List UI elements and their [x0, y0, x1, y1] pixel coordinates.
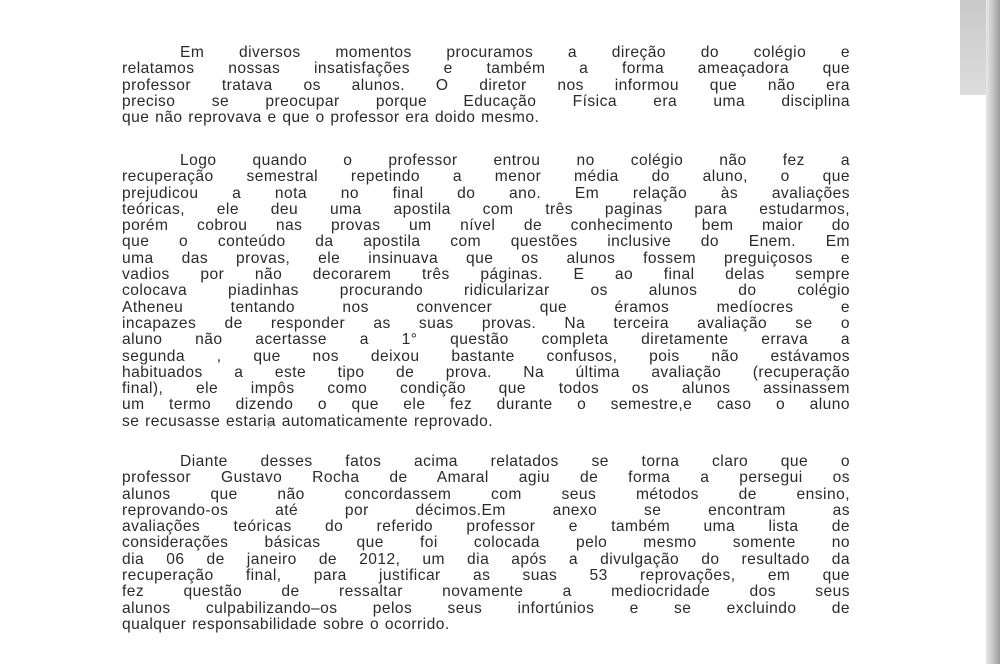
text-line: reprovando-os até por décimos.Em anexo se encontram as — [122, 501, 850, 519]
text-line: fez questão de ressaltar novamente a mediocridade dos seus — [122, 583, 850, 601]
text-line: porém cobrou nas provas um nível de conhecimento bem maior do — [122, 217, 850, 235]
paragraph-3 — [122, 454, 850, 633]
text-line: um termo dizendo o que ele fez durante o semestre,e caso o aluno — [122, 396, 850, 414]
text-line: segunda , que nos deixou bastante confusos, pois não estávamos — [122, 347, 850, 365]
text-line: Logo quando o professor entrou no colégio não fez a — [180, 152, 850, 169]
text-line: alunos culpabilizando–os pelos seus infortúnios e se excluindo de — [122, 599, 850, 617]
text-line: professor Gustavo Rocha de Amaral agiu de forma a persegui os — [122, 469, 850, 487]
text-line: recuperação semestral repetindo a menor média do aluno, o que — [122, 168, 850, 186]
text-line: avaliações teóricas do referido professor e também uma lista de — [122, 518, 850, 536]
text-line: que não reprovava e que o professor era doido mesmo. — [122, 109, 540, 127]
text-line: incapazes de responder as suas provas. Na terceira avaliação se o — [122, 314, 850, 332]
text-line: recuperação final, para justificar as suas 53 reprovações, em que — [122, 567, 850, 585]
text-line: teóricas, ele deu uma apostila com três paginas para estudarmos, — [122, 200, 850, 218]
text-line: final), ele impôs como condição que todos os alunos assinassem — [122, 380, 850, 398]
text-line: colocava piadinhas procurando ridicularizar os alunos do colégio — [122, 282, 850, 300]
text-line: se recusasse estaria automaticamente reprovado. — [122, 412, 493, 430]
text-line: dia 06 de janeiro de 2012, um dia após a divulgação do resultado da — [122, 550, 850, 568]
text-line: uma das provas, ele insinuava que os alunos fossem preguiçosos e — [122, 249, 850, 267]
text-line: professor tratava os alunos. O diretor nos informou que não era — [122, 76, 850, 94]
text-line: preciso se preocupar porque Educação Física era uma disciplina — [122, 92, 850, 110]
text-line: Diante desses fatos acima relatados se torna claro que o — [180, 453, 850, 470]
paragraph-1 — [122, 45, 850, 126]
scan-speck-mark — [265, 418, 275, 430]
paragraph-2 — [122, 153, 850, 430]
text-line: relatamos nossas insatisfações e também a forma ameaçadora que — [122, 60, 850, 78]
text-line: habituados a este tipo de prova. Na última avaliação (recuperação — [122, 363, 850, 381]
text-line: alunos que não concordassem com seus métodos de ensino, — [122, 485, 850, 503]
text-line: prejudicou a nota no final do ano. Em relação às avaliações — [122, 184, 850, 202]
text-line: considerações básicas que foi colocada pelo mesmo somente no — [122, 534, 850, 552]
text-line: qualquer responsabilidade sobre o ocorrido. — [122, 615, 450, 633]
text-line: Em diversos momentos procuramos a direção do colégio e — [180, 44, 850, 61]
text-line: aluno não acertasse a 1° questão completa diretamente errava a — [122, 331, 850, 349]
scan-edge-shadow — [986, 0, 1000, 664]
text-line: vadios por não decorarem três páginas. E ao final delas sempre — [122, 266, 850, 284]
text-line: que o conteúdo da apostila com questões inclusive do Enem. Em — [122, 233, 850, 251]
text-line: Atheneu tentando nos convencer que éramos medíocres e — [122, 298, 850, 316]
